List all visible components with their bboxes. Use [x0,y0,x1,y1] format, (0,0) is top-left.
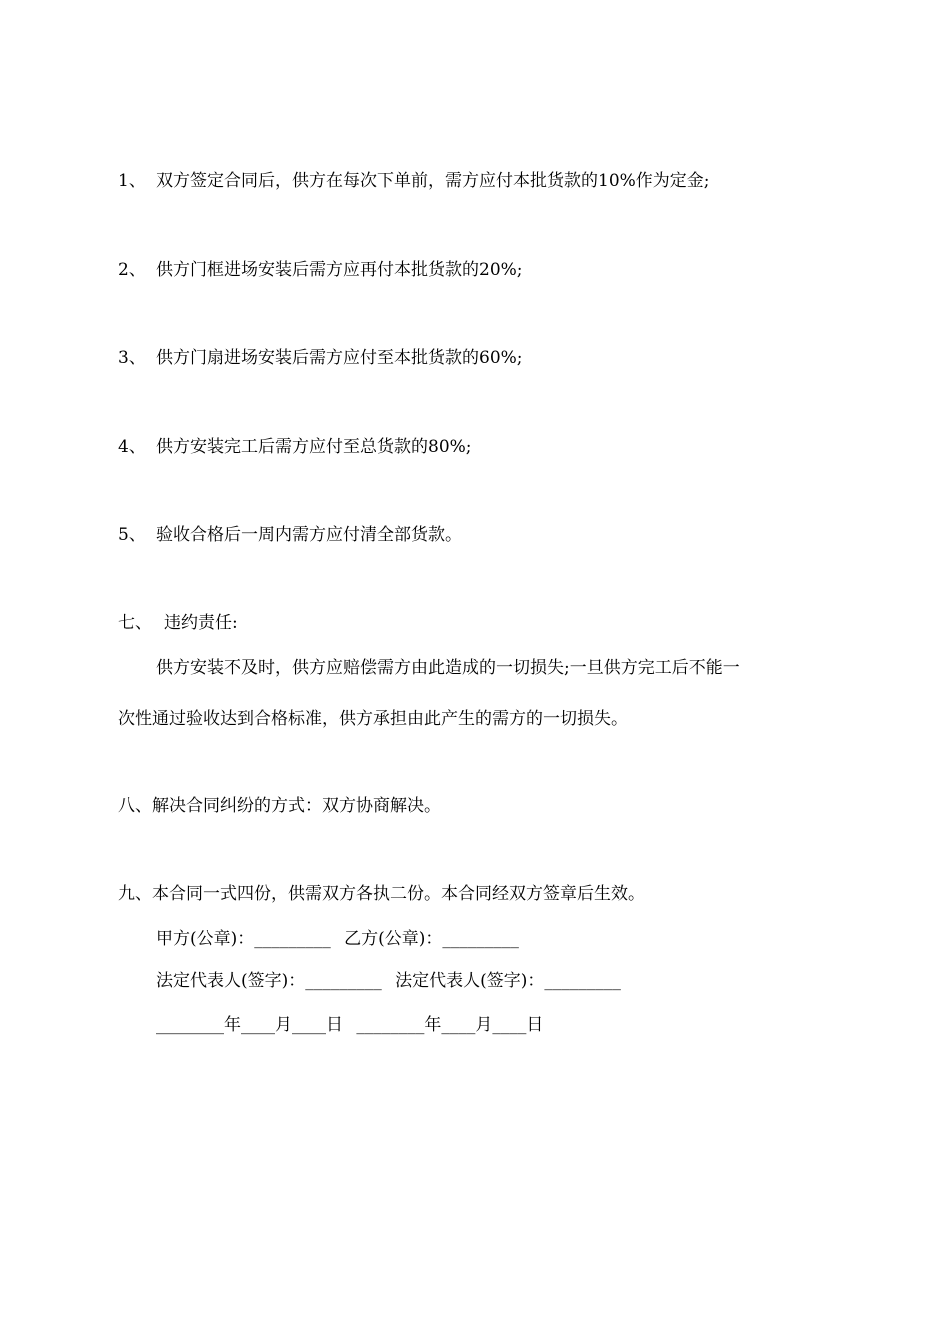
item-number: 5、 [118,525,146,545]
item-text: 供方门扇进场安装后需方应付至本批货款的60%; [156,348,523,368]
section-paragraph: 八、解决合同纠纷的方式：双方协商解决。 [118,796,441,816]
date-b: ________年____月____日 [356,1015,544,1035]
item-number: 4、 [118,437,146,457]
item-text: 供方安装完工后需方应付至总货款的80%; [156,437,472,457]
section-paragraph: 九、本合同一式四份，供需双方各执二份。本合同经双方签章后生效。 [118,884,645,904]
section-number: 七、 [118,613,152,633]
paragraph-line: 次性通过验收达到合格标准，供方承担由此产生的需方的一切损失。 [118,709,628,729]
party-a-seal: 甲方(公章)：_________ [156,929,331,949]
rep-b-signature: 法定代表人(签字)：_________ [395,971,621,991]
item-number: 3、 [118,348,146,368]
item-text: 双方签定合同后，供方在每次下单前，需方应付本批货款的10%作为定金; [156,171,710,191]
date-a: ________年____月____日 [156,1015,343,1035]
item-text: 供方门框进场安装后需方应再付本批货款的20%; [156,260,523,280]
rep-a-signature: 法定代表人(签字)：_________ [156,971,382,991]
item-text: 验收合格后一周内需方应付清全部货款。 [156,525,462,545]
date-row [156,1014,543,1036]
item-number: 1、 [118,171,146,191]
representative-row [156,970,621,992]
item-number: 2、 [118,260,146,280]
section-title: 违约责任: [164,613,238,633]
party-b-seal: 乙方(公章)：_________ [344,929,519,949]
seal-row [156,928,519,950]
paragraph-line: 供方安装不及时，供方应赔偿需方由此造成的一切损失;一旦供方完工后不能一 [156,658,740,678]
